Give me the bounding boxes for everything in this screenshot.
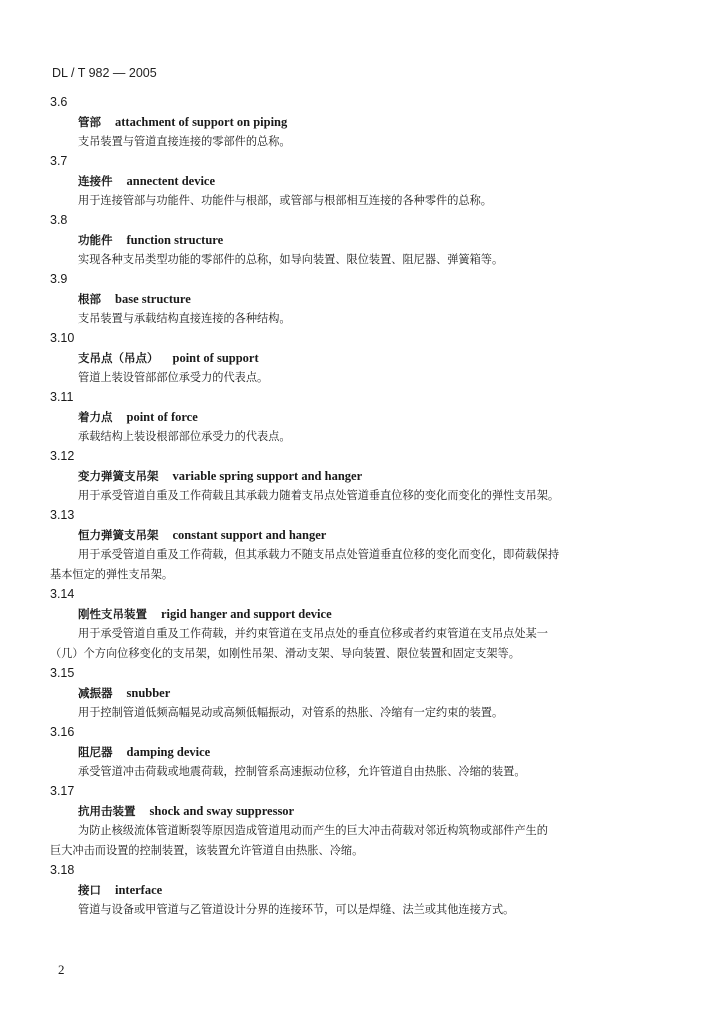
definition-line: 用于承受管道自重及工作荷载，但其承载力不随支吊点处管道垂直位移的变化而变化，即荷载保持 [78,548,560,561]
term-definition [52,368,652,388]
term-title [52,230,652,250]
term-title [52,407,652,427]
document-header: DL / T 982 — 2005 [52,66,157,80]
term-english: base structure [115,292,191,306]
term-entry [52,270,652,329]
definition-line: 管道与设备或甲管道与乙管道设计分界的连接环节，可以是焊缝、法兰或其他连接方式。 [78,903,515,916]
term-english: shock and sway suppressor [149,804,295,818]
clause-number: 3.18 [50,863,75,877]
term-chinese: 根部 [78,292,101,306]
clause-number: 3.13 [50,508,75,522]
clause-number: 3.16 [50,725,75,739]
definition-line: 用于控制管道低频高幅晃动或高频低幅振动，对管系的热胀、冷缩有一定约束的装置。 [78,706,504,719]
term-chinese: 着力点 [78,410,113,424]
term-entry [52,585,652,664]
clause-number: 3.8 [50,213,68,227]
definition-line: 用于承受管道自重及工作荷载且其承载力随着支吊点处管道垂直位移的变化而变化的弹性支吊架。 [78,489,560,502]
term-english: constant support and hanger [172,528,327,542]
definition-line: 承载结构上装设根部部位承受力的代表点。 [78,430,291,443]
term-entry [52,447,652,506]
term-entry [52,152,652,211]
clause-number: 3.10 [50,331,75,345]
clause-number: 3.15 [50,666,75,680]
term-definition [52,486,652,506]
term-entry [52,782,652,861]
term-entry [52,506,652,585]
clause-number: 3.9 [50,272,68,286]
term-title [52,801,652,821]
term-english: snubber [126,686,171,700]
term-chinese: 接口 [78,883,101,897]
term-definition [52,900,652,920]
term-english: damping device [126,745,211,759]
term-entry [52,93,652,152]
term-title [52,683,652,703]
term-chinese: 刚性支吊装置 [78,607,147,621]
term-english: point of support [172,351,259,365]
term-english: attachment of support on piping [115,115,288,129]
term-chinese: 减振器 [78,686,113,700]
term-english: interface [115,883,163,897]
definition-line: 支吊装置与承载结构直接连接的各种结构。 [78,312,291,325]
term-title [52,525,652,545]
term-definition [52,762,652,782]
term-definition [52,132,652,152]
term-english: point of force [126,410,198,424]
term-definition [52,624,652,664]
term-definition [52,427,652,447]
definition-line: 为防止核级流体管道断裂等原因造成管道甩动而产生的巨大冲击荷载对邻近构筑物或部件产生的 [78,824,548,837]
term-english: function structure [126,233,224,247]
term-english: variable spring support and hanger [172,469,363,483]
term-title [52,880,652,900]
term-chinese: 抗用击装置 [78,804,136,818]
clause-number: 3.7 [50,154,68,168]
term-entry [52,723,652,782]
definition-line: 管道上装设管部部位承受力的代表点。 [78,371,269,384]
term-chinese: 功能件 [78,233,113,247]
term-title [52,604,652,624]
clause-number: 3.6 [50,95,68,109]
term-definition [52,703,652,723]
clause-number: 3.14 [50,587,75,601]
page-number: 2 [58,962,65,977]
definition-line: 巨大冲击而设置的控制装置，该装置允许管道自由热胀、冷缩。 [50,844,364,857]
definition-line: 支吊装置与管道直接连接的零部件的总称。 [78,135,291,148]
term-title [52,289,652,309]
term-definition [52,250,652,270]
term-definition [52,821,652,861]
definition-line: （几）个方向位移变化的支吊架，如刚性吊架、滑动支架、导向装置、限位装置和固定支架等。 [50,647,520,660]
term-entry [52,388,652,447]
term-english: annectent device [126,174,216,188]
definition-line: 用于连接管部与功能件、功能件与根部，或管部与根部相互连接的各种零件的总称。 [78,194,492,207]
term-title [52,112,652,132]
term-chinese: 支吊点（吊点） [78,351,159,365]
term-entry [52,329,652,388]
term-chinese: 连接件 [78,174,113,188]
term-english: rigid hanger and support device [161,607,332,621]
term-chinese: 阻尼器 [78,745,113,759]
clause-number: 3.17 [50,784,75,798]
term-title [52,171,652,191]
term-chinese: 恒力弹簧支吊架 [78,528,159,542]
term-entry [52,211,652,270]
term-definition [52,545,652,585]
term-definition [52,309,652,329]
term-entry [52,664,652,723]
term-title [52,348,652,368]
term-entry [52,861,652,920]
definition-line: 承受管道冲击荷载或地震荷载，控制管系高速振动位移，允许管道自由热胀、冷缩的装置。 [78,765,526,778]
clause-number: 3.12 [50,449,75,463]
definition-line: 用于承受管道自重及工作荷载，并约束管道在支吊点处的垂直位移或者约束管道在支吊点处某一 [78,627,548,640]
clause-number: 3.11 [50,390,74,404]
terms-list [52,93,652,920]
term-definition [52,191,652,211]
definition-line: 基本恒定的弹性支吊架。 [50,568,174,581]
term-chinese: 管部 [78,115,101,129]
term-chinese: 变力弹簧支吊架 [78,469,159,483]
term-title [52,742,652,762]
term-title [52,466,652,486]
definition-line: 实现各种支吊类型功能的零部件的总称，如导向装置、限位装置、阻尼器、弹簧箱等。 [78,253,504,266]
